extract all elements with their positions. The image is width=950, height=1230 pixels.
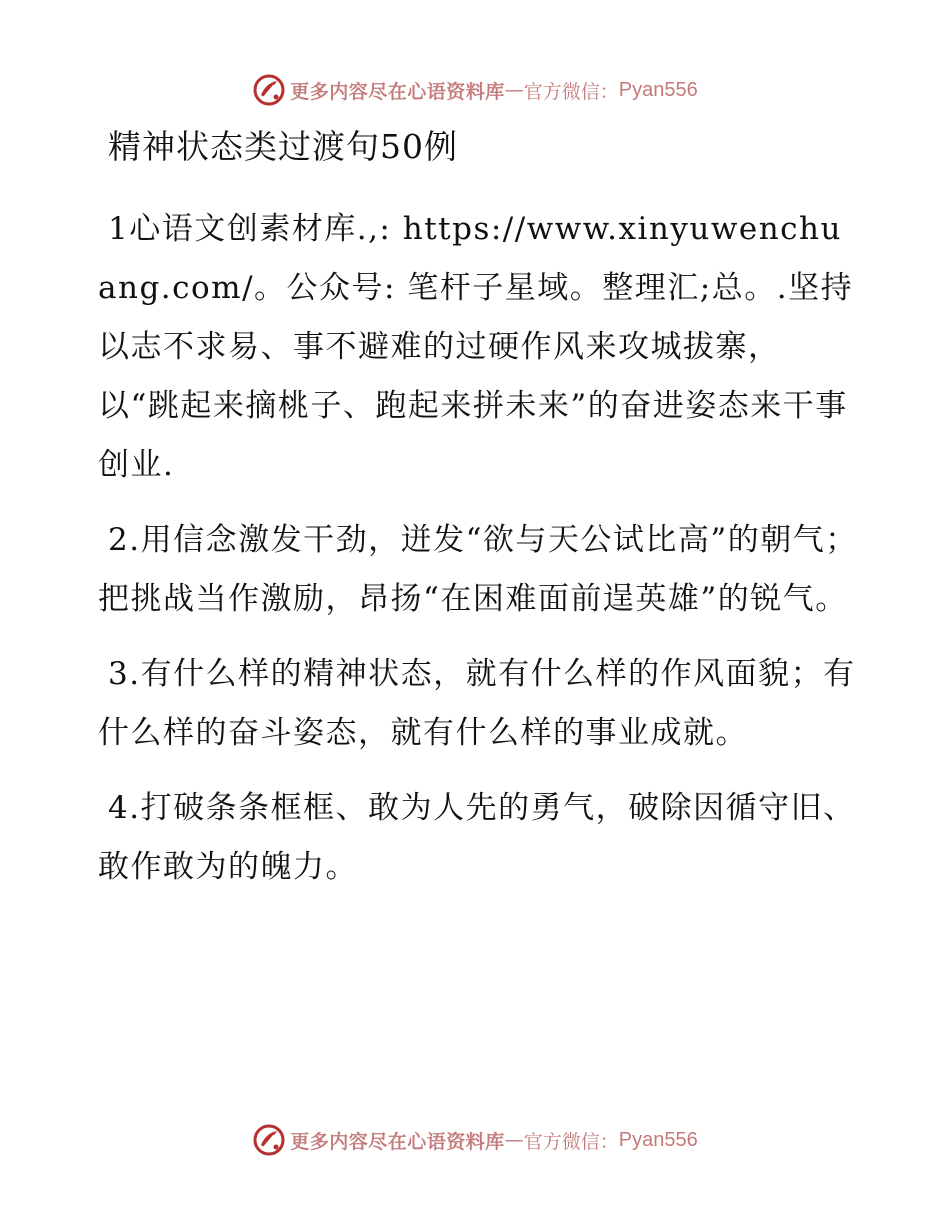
banner-wechat-id: Pyan556 <box>618 78 698 101</box>
paragraph-1: 1心语文创素材库.,: https://www.xinyuwenchuang.com/。公众号: 笔杆子星域。整理汇;总。.坚持以志不求易、事不避难的过硬作风来攻城拔寨，以“跳起来摘桃子、跑起来拼未来”的奋进姿态来干事创业. <box>98 211 854 483</box>
header-banner <box>0 70 950 110</box>
banner-text: 更多内容尽在心语资料库 <box>290 80 505 103</box>
paragraph-3: 3.有什么样的精神状态，就有什么样的作风面貌；有什么样的奋斗姿态，就有什么样的事业成就。 <box>98 656 856 751</box>
footer-banner <box>0 1120 950 1160</box>
banner-text: 更多内容尽在心语资料库 <box>290 1130 505 1153</box>
banner-separator: — <box>504 79 524 101</box>
brand-logo-icon <box>252 1123 286 1157</box>
banner-wechat-label: 官方微信： <box>523 80 619 103</box>
paragraph-2: 2.用信念激发干劲，迸发“欲与天公试比高”的朝气；把挑战当作激励，昂扬“在困难面前逞英雄”的锐气。 <box>98 522 858 617</box>
document-body <box>98 122 858 913</box>
banner-wechat-id: Pyan556 <box>618 1128 698 1151</box>
paragraph-4: 4.打破条条框框、敢为人先的勇气，破除因循守旧、敢作敢为的魄力。 <box>98 790 856 885</box>
document-title: 精神状态类过渡句50例 <box>108 127 458 166</box>
brand-logo-icon <box>252 73 286 107</box>
banner-separator: — <box>504 1129 524 1151</box>
banner-wechat-label: 官方微信： <box>523 1130 619 1153</box>
